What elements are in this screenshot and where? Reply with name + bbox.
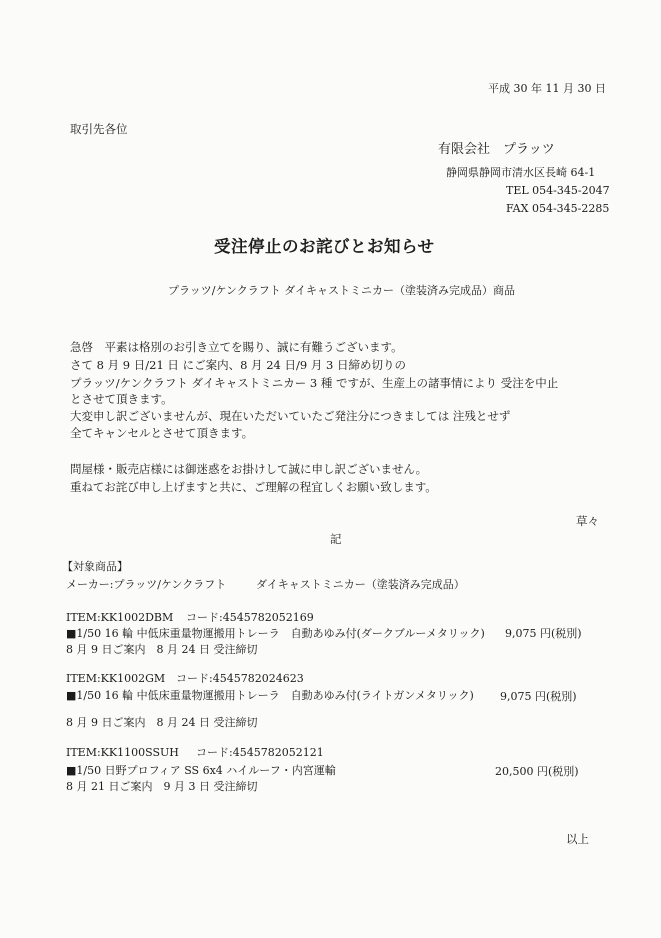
- item-2-desc: ■1/50 16 輪 中低床重量物運搬用トレーラ 自動あゆみ付(ライトガンメタリック): [66, 689, 474, 702]
- item-2-code: コード:4545782024623: [176, 672, 304, 685]
- maker-category: ダイキャストミニカー（塗装済み完成品）: [256, 578, 465, 591]
- products-header: 【対象商品】: [62, 560, 128, 573]
- body-line-6: 全てキャンセルとさせて頂きます。: [70, 426, 254, 440]
- item-3-code: コード:4545782052121: [196, 746, 324, 759]
- item-3-id: ITEM:KK1100SSUH: [66, 746, 179, 759]
- item-1-code: コード:4545782052169: [186, 611, 314, 624]
- body-line-4: とさせて頂きます。: [70, 392, 173, 406]
- recipient: 取引先各位: [70, 122, 128, 136]
- item-3-price: 20,500 円(税別): [495, 765, 579, 778]
- item-3-desc: ■1/50 日野プロフィア SS 6x4 ハイルーフ・内宮運輸: [66, 764, 336, 777]
- item-1-desc: ■1/50 16 輪 中低床重量物運搬用トレーラ 自動あゆみ付(ダークブルーメタリック): [66, 627, 485, 640]
- item-2-schedule: 8 月 9 日ご案内 8 月 24 日 受注締切: [66, 716, 258, 729]
- item-3-schedule: 8 月 21 日ご案内 9 月 3 日 受注締切: [66, 780, 258, 793]
- document-date: 平成 30 年 11 月 30 日: [488, 82, 606, 95]
- item-1-price: 9,075 円(税別): [505, 627, 582, 640]
- item-1-id: ITEM:KK1002DBM: [66, 611, 174, 624]
- document-subtitle: プラッツ/ケンクラフト ダイキャストミニカー（塗装済み完成品）商品: [168, 284, 515, 297]
- sender-address: 静岡県静岡市清水区長崎 64-1: [446, 166, 596, 179]
- ki-mark: 記: [330, 532, 342, 546]
- sender-company: 有限会社 プラッツ: [438, 142, 555, 157]
- sender-tel: TEL 054-345-2047: [506, 184, 610, 197]
- item-1-schedule: 8 月 9 日ご案内 8 月 24 日 受注締切: [66, 643, 258, 656]
- body-line-2: さて 8 月 9 日/21 日 にご案内、8 月 24 日/9 月 3 日締め切りの: [70, 358, 406, 372]
- end-ijou: 以上: [566, 832, 589, 846]
- closing-soso: 草々: [576, 514, 599, 528]
- maker-label: メーカー:プラッツ/ケンクラフト: [66, 578, 227, 591]
- sender-fax: FAX 054-345-2285: [506, 202, 610, 215]
- document-title: 受注停止のお詫びとお知らせ: [214, 237, 435, 256]
- body-line-3: プラッツ/ケンクラフト ダイキャストミニカー 3 種 ですが、生産上の諸事情により 受注を中止: [70, 376, 559, 390]
- body-line-5: 大変申し訳ございませんが、現在いただいていたご発注分につきましては 注残とせず: [70, 409, 511, 423]
- body-line-1: 急啓 平素は格別のお引き立てを賜り、誠に有難うございます。: [70, 340, 403, 354]
- body-line-7: 問屋様・販売店様には御迷惑をお掛けして誠に申し訳ございません。: [70, 462, 428, 476]
- body-line-8: 重ねてお詫び申し上げますと共に、ご理解の程宜しくお願い致します。: [70, 480, 437, 494]
- item-2-id: ITEM:KK1002GM: [66, 672, 166, 685]
- item-2-price: 9,075 円(税別): [500, 690, 577, 703]
